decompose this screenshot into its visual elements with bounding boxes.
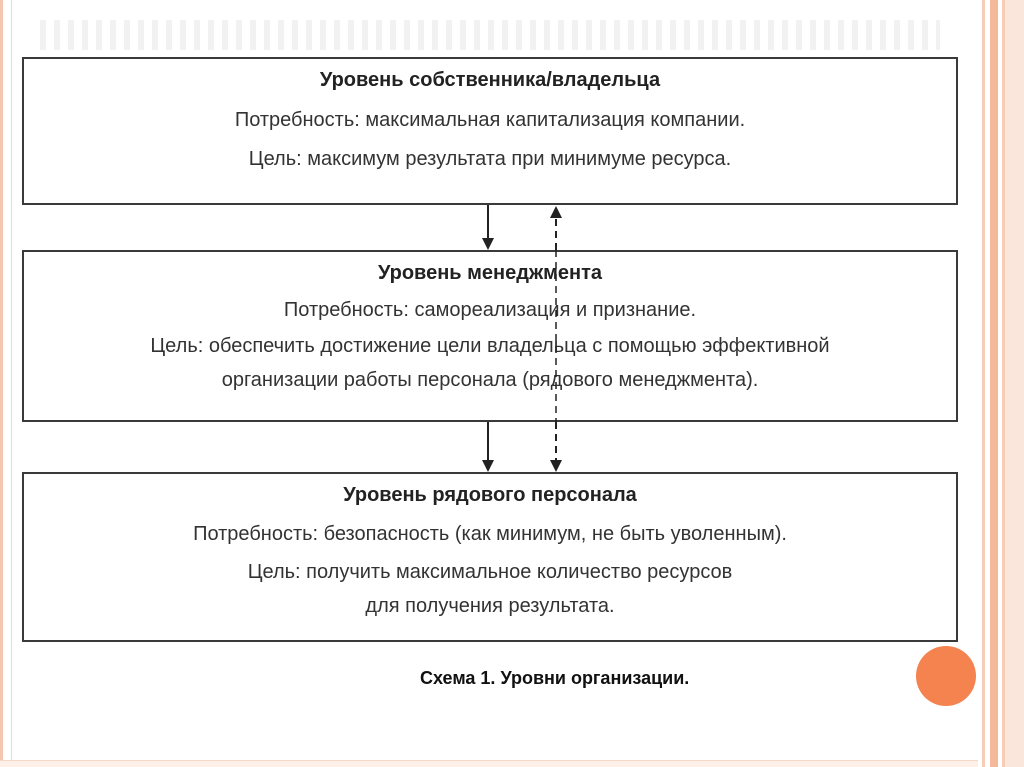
- down-arrowhead-1: [482, 238, 494, 250]
- management-level-goal: Цель: обеспечить достижение цели владельца с помощью эффективной: [150, 335, 830, 357]
- down-arrowhead-2: [482, 460, 494, 472]
- owner-level-goal: Цель: максимум результата при минимуме ресурса.: [248, 148, 732, 170]
- owner-level-title: Уровень собственника/владельца: [319, 69, 661, 91]
- staff-level-goal: Цель: получить максимальное количество ресурсов: [247, 561, 733, 583]
- owner-level-need: Потребность: максимальная капитализация компании.: [234, 109, 746, 131]
- staff-level-need: Потребность: безопасность (как минимум, не быть уволенным).: [193, 523, 787, 545]
- accent-circle: [916, 646, 976, 706]
- up-arrowhead-1: [550, 206, 562, 218]
- management-level-need: Потребность: самореализация и признание.: [283, 299, 697, 321]
- down-arrowhead-3: [550, 460, 562, 472]
- management-level-goal-cont: организации работы персонала (рядового менеджмента).: [221, 369, 759, 391]
- management-level-title: Уровень менеджмента: [377, 262, 603, 284]
- staff-level-title: Уровень рядового персонала: [343, 484, 637, 506]
- staff-level-goal-cont: для получения результата.: [365, 595, 615, 617]
- diagram-caption: Схема 1. Уровни организации.: [420, 668, 690, 688]
